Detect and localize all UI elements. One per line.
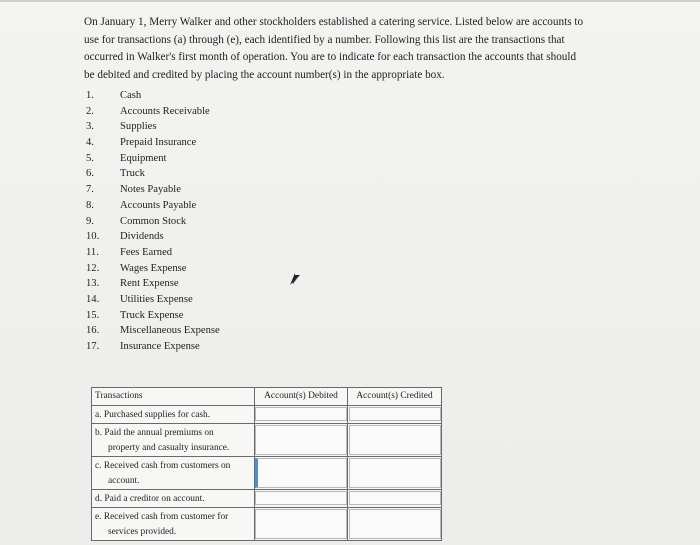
account-number: 15. [86,309,100,321]
account-number: 13. [86,278,100,290]
transaction-b [92,424,254,456]
account-number: 12. [86,262,100,274]
header-debited: Account(s) Debited [255,388,348,406]
account-number: 10. [86,231,100,243]
transaction-text: d. Paid a creditor on account. [95,494,205,504]
top-edge [0,0,700,2]
header-transactions: Transactions [92,388,255,406]
credited-input[interactable] [349,509,441,539]
account-item [86,88,346,104]
account-name: Fees Earned [120,246,173,258]
account-name: Miscellaneous Expense [120,325,220,337]
account-number: 2. [86,105,94,117]
table-row [92,508,442,541]
account-name: Accounts Receivable [120,105,210,117]
transaction-text: b. Paid the annual premiums on [95,428,214,438]
credited-input[interactable] [349,407,441,421]
account-item [86,104,346,120]
account-item [86,276,346,292]
account-item [86,308,346,324]
account-number: 5. [86,152,94,164]
account-item [86,261,346,277]
table-row [92,457,442,490]
account-number: 1. [86,90,94,101]
account-name: Prepaid Insurance [120,137,197,149]
transaction-d [92,490,254,507]
account-number: 8. [86,199,94,211]
transaction-c [92,457,254,489]
credited-input[interactable] [349,425,441,455]
transaction-text: a. Purchased supplies for cash. [95,410,211,420]
account-name: Cash [120,90,142,101]
transaction-text-cont: account. [108,476,140,486]
account-item [86,245,346,261]
account-number: 3. [86,121,94,133]
account-name: Notes Payable [120,184,181,196]
account-number: 6. [86,168,94,180]
transaction-text-cont: property and casualty insurance. [108,443,230,453]
account-number: 16. [86,325,100,337]
account-name: Dividends [120,231,164,243]
account-name: Rent Expense [120,278,179,290]
account-name: Truck [120,168,145,180]
account-item [86,214,346,230]
transaction-text-cont: services provided. [108,527,177,537]
table-row [92,490,442,508]
account-item [86,182,346,198]
account-name: Supplies [120,121,157,133]
header-credited: Account(s) Credited [348,388,442,406]
account-item [86,229,346,245]
table-header-row [92,388,442,406]
account-item [86,339,346,355]
account-item [86,292,346,308]
account-number: 11. [86,246,99,258]
debited-input[interactable] [255,425,347,455]
debited-input[interactable] [255,509,347,539]
account-number: 14. [86,293,100,305]
account-item [86,119,346,135]
account-item [86,135,346,151]
account-number: 9. [86,215,94,227]
table-row [92,406,442,424]
account-name: Common Stock [120,215,187,227]
account-name: Insurance Expense [120,341,200,352]
account-item [86,323,346,339]
account-item [86,198,346,214]
account-name: Accounts Payable [120,199,197,211]
credited-input[interactable] [349,491,441,505]
debited-input[interactable] [255,407,347,421]
account-item [86,151,346,167]
transaction-text: c. Received cash from customers on [95,461,231,471]
debited-input[interactable] [255,491,347,505]
account-name: Wages Expense [120,262,187,274]
account-number: 4. [86,137,94,149]
account-name: Truck Expense [120,309,184,321]
account-name: Utilities Expense [120,293,193,305]
table-row [92,424,442,457]
debited-input[interactable] [255,458,347,488]
mouse-pointer-icon [289,272,301,286]
accounts-list [86,88,346,355]
transaction-text: e. Received cash from customer for [95,512,229,522]
account-item [86,166,346,182]
transactions-table [91,387,442,541]
account-name: Equipment [120,152,167,164]
credited-input[interactable] [349,458,441,488]
account-number: 7. [86,184,94,196]
transaction-a [92,406,254,423]
account-number: 17. [86,341,100,352]
instructions-paragraph: On January 1, Merry Walker and other stockholders established a catering service. Listed below are accounts to use for transactions (a) through (e), each identified by a number. Following this list are the transactions that occurred in Walker's first month of operation. You are to indicate for each transaction the accounts that should be debited and credited by placing the account number(s) in the appropriate box. [84,16,584,81]
transaction-e [92,508,254,540]
